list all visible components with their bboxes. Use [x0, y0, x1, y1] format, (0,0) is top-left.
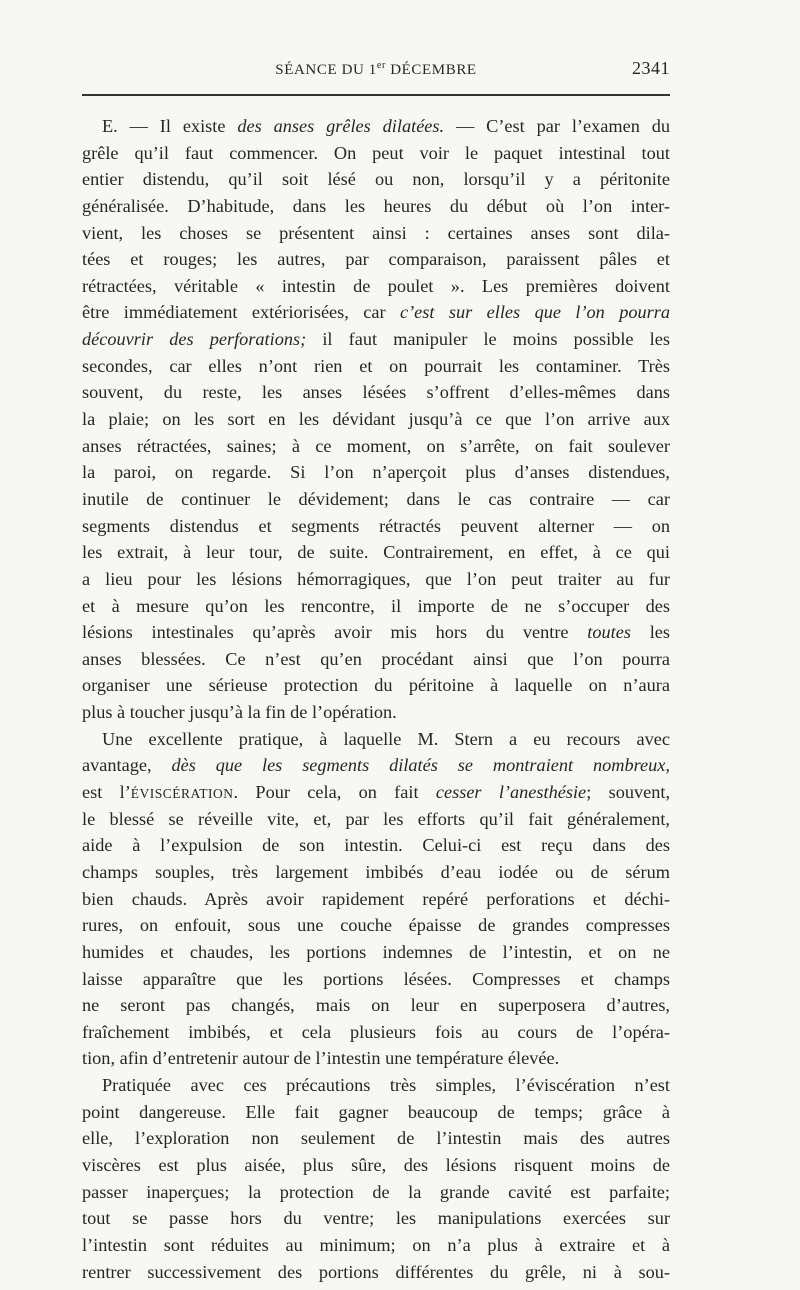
- text-segment: segments distendus et segments rétractés peuvent alterner — on: [82, 515, 670, 536]
- text-segment: être immédiatement extériorisées, car: [82, 302, 400, 323]
- text-line: [82, 379, 670, 406]
- text-line: [82, 326, 670, 353]
- text-line: [82, 992, 670, 1019]
- text-line: [82, 539, 670, 566]
- italic-segment: toutes: [587, 622, 631, 643]
- text-line: [82, 1205, 670, 1232]
- text-segment: plus à toucher jusqu’à la fin de l’opération.: [82, 702, 397, 723]
- text-line: [82, 699, 670, 726]
- text-segment: la plaie; on les sort en les dévidant jusqu’à ce que l’on arrive aux: [82, 409, 670, 430]
- text-line: [82, 1045, 670, 1072]
- text-segment: viscères est plus aisée, plus sûre, des lésions risquent moins de: [82, 1154, 670, 1175]
- running-title-superscript: er: [376, 60, 386, 71]
- text-segment: rures, on enfouit, sous une couche épaisse de grandes compresses: [82, 915, 670, 936]
- text-segment: anses blessées. Ce n’est qu’en procédant ainsi que l’on pourra: [82, 648, 670, 669]
- text-line: [82, 566, 670, 593]
- text-line: [82, 299, 670, 326]
- text-line: [82, 1072, 670, 1099]
- text-line: [82, 646, 670, 673]
- text-line: [82, 459, 670, 486]
- text-segment: Pratiquée avec ces précautions très simples, l’éviscération n’est: [102, 1075, 670, 1096]
- text-segment: et à mesure qu’on les rencontre, il importe de ne s’occuper des: [82, 595, 670, 616]
- text-segment: secondes, car elles n’ont rien et on pourrait les contaminer. Très: [82, 355, 670, 376]
- italic-segment: c’est sur elles que l’on pourra: [399, 302, 670, 323]
- body-text: [82, 113, 670, 1285]
- text-segment: organiser une sérieuse protection du péritoine à laquelle on n’aura: [82, 675, 670, 696]
- text-line: [82, 859, 670, 886]
- text-segment: point dangereuse. Elle fait gagner beaucoup de temps; grâce à: [82, 1101, 670, 1122]
- text-line: [82, 886, 670, 913]
- text-segment: E. — Il existe: [102, 116, 238, 136]
- text-line: [82, 140, 670, 167]
- text-segment: rentrer successivement des portions différentes du grêle, ni à sou-: [82, 1261, 670, 1282]
- running-title-prefix: SÉANCE DU 1: [275, 62, 377, 78]
- text-segment: . Pour cela, on fait: [233, 782, 436, 803]
- text-line: [82, 806, 670, 833]
- running-header: [82, 58, 670, 88]
- text-line: [82, 1125, 670, 1152]
- italic-segment: dès que les segments dilatés se montraient nombreux,: [171, 755, 670, 776]
- text-segment: la paroi, on regarde. Si l’on n’aperçoit plus d’anses distendues,: [82, 462, 670, 483]
- text-segment: est l’: [82, 782, 131, 803]
- text-segment: inutile de continuer le dévidement; dans le cas contraire — car: [82, 488, 670, 509]
- text-segment: bien chauds. Après avoir rapidement repéré perforations et déchi-: [82, 888, 670, 909]
- text-segment: humides et chaudes, les portions indemnes de l’intestin, et on ne: [82, 941, 670, 962]
- text-segment: tout se passe hors du ventre; les manipulations exercées sur: [82, 1208, 670, 1229]
- text-line: [82, 220, 670, 247]
- text-line: [82, 246, 670, 273]
- text-segment: tion, afin d’entretenir autour de l’intestin une température élevée.: [82, 1048, 560, 1069]
- text-line: [82, 1232, 670, 1259]
- text-segment: il faut manipuler le moins possible les: [306, 329, 670, 350]
- text-line: [82, 433, 670, 460]
- italic-segment: découvrir des perforations;: [82, 329, 307, 350]
- text-line: [82, 619, 670, 646]
- text-line: [82, 113, 670, 140]
- text-segment: les: [630, 622, 670, 643]
- text-line: [82, 513, 670, 540]
- text-line: [82, 1099, 670, 1126]
- text-segment: vient, les choses se présentent ainsi : certaines anses sont dila-: [82, 222, 670, 243]
- text-segment: a lieu pour les lésions hémorragiques, que l’on peut traiter au fur: [82, 568, 670, 589]
- text-segment: tées et rouges; les autres, par comparaison, paraissent pâles et: [82, 249, 670, 270]
- text-line: [82, 966, 670, 993]
- text-segment: souvent, du reste, les anses lésées s’offrent d’elles-mêmes dans: [82, 382, 670, 403]
- running-title-suffix: DÉCEMBRE: [385, 62, 477, 78]
- text-segment: avantage,: [82, 755, 172, 776]
- text-line: [82, 193, 670, 220]
- small-caps-segment: ÉVISCÉRATION: [130, 786, 234, 802]
- text-line: [82, 406, 670, 433]
- text-segment: fraîchement imbibés, et cela plusieurs fois au cours de l’opéra-: [82, 1021, 670, 1042]
- text-segment: — C’est par l’examen du: [444, 116, 670, 136]
- text-line: [82, 939, 670, 966]
- text-segment: passer inaperçues; la protection de la grande cavité est parfaite;: [82, 1181, 670, 1202]
- page-number: 2341: [632, 58, 670, 78]
- text-line: [82, 273, 670, 300]
- text-segment: anses rétractées, saines; à ce moment, on s’arrête, on fait soulever: [82, 435, 670, 456]
- italic-segment: des anses grêles dilatées.: [237, 116, 445, 136]
- text-line: [82, 486, 670, 513]
- text-line: [82, 593, 670, 620]
- text-line: [82, 912, 670, 939]
- text-line: [82, 779, 670, 806]
- text-segment: Une excellente pratique, à laquelle M. Stern a eu recours avec: [102, 728, 670, 749]
- text-line: [82, 1019, 670, 1046]
- text-segment: entier distendu, qu’il soit lésé ou non, lorsqu’il y a péritonite: [82, 169, 670, 190]
- text-line: [82, 752, 670, 779]
- text-line: [82, 672, 670, 699]
- text-line: [82, 726, 670, 753]
- text-segment: champs souples, très largement imbibés d’eau iodée ou de sérum: [82, 861, 670, 882]
- text-segment: les extrait, à leur tour, de suite. Contrairement, en effet, à ce qui: [82, 542, 670, 563]
- text-segment: ne seront pas changés, mais on leur en superposera d’autres,: [82, 995, 670, 1016]
- running-title: [82, 60, 670, 79]
- text-segment: le blessé se réveille vite, et, par les efforts qu’il fait généralement,: [82, 808, 670, 829]
- text-segment: rétractées, véritable « intestin de poulet ». Les premières doivent: [82, 275, 670, 296]
- text-segment: elle, l’exploration non seulement de l’intestin mais des autres: [82, 1128, 670, 1149]
- text-line: [82, 1179, 670, 1206]
- text-segment: laisse apparaître que les portions lésées. Compresses et champs: [82, 968, 670, 989]
- text-line: [82, 832, 670, 859]
- text-line: [82, 166, 670, 193]
- header-rule: [82, 94, 670, 96]
- text-segment: l’intestin sont réduites au minimum; on n’a plus à extraire et à: [82, 1234, 670, 1255]
- text-segment: ; souvent,: [586, 782, 670, 803]
- text-segment: lésions intestinales qu’après avoir mis hors du ventre: [82, 622, 588, 643]
- text-line: [82, 353, 670, 380]
- text-line: [82, 1259, 670, 1286]
- text-line: [82, 1152, 670, 1179]
- text-segment: aide à l’expulsion de son intestin. Celui-ci est reçu dans des: [82, 835, 670, 856]
- text-segment: généralisée. D’habitude, dans les heures du début où l’on inter-: [82, 195, 670, 216]
- italic-segment: cesser l’anesthésie: [435, 782, 587, 803]
- text-segment: grêle qu’il faut commencer. On peut voir le paquet intestinal tout: [82, 142, 670, 163]
